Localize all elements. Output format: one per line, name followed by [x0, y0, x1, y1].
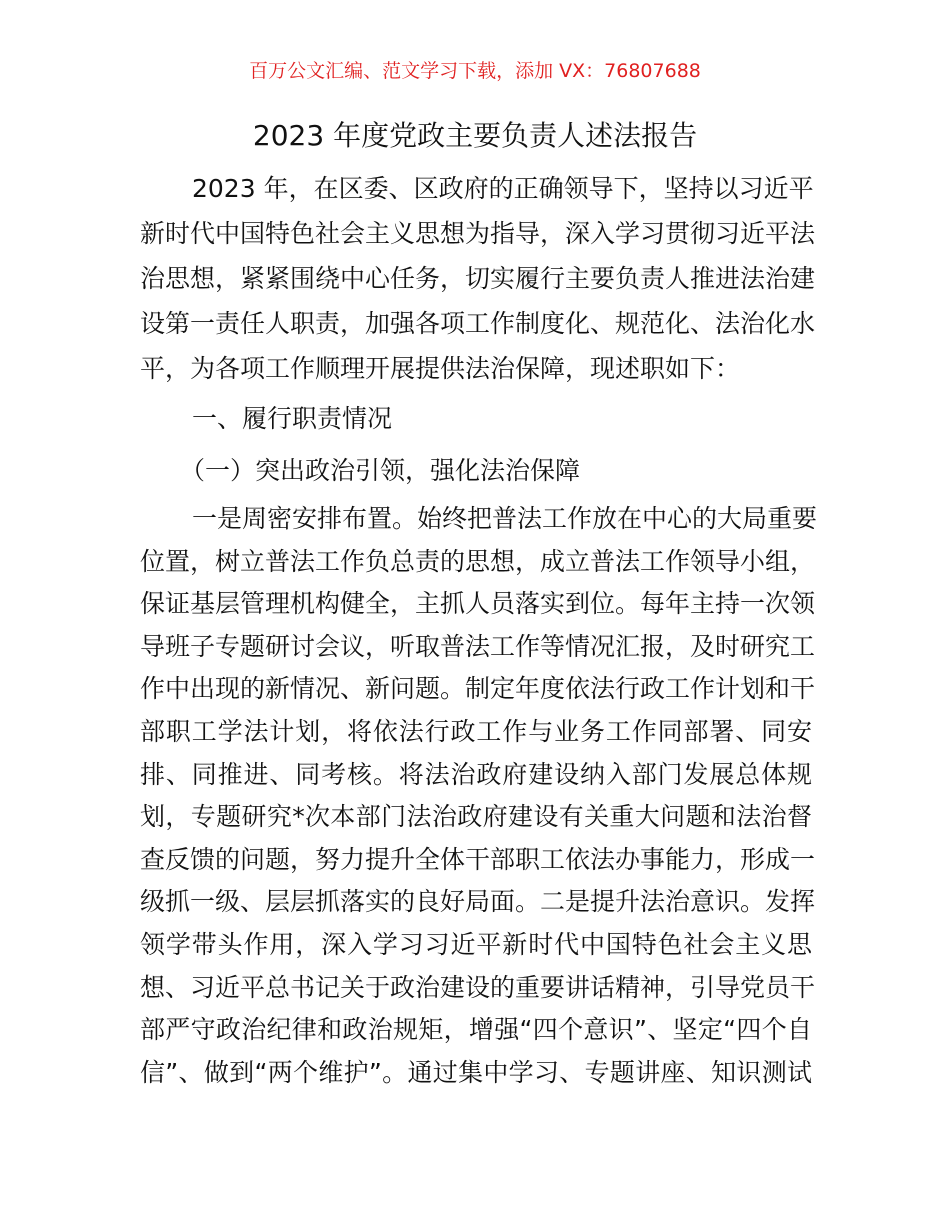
text-line: 位置，树立普法工作负总责的思想，成立普法工作领导小组，	[140, 546, 816, 576]
text-line: 部职工学法计划，将依法行政工作与业务工作同部署、同安	[140, 716, 812, 746]
subsection-heading	[140, 448, 812, 493]
text-line: 治思想，紧紧围绕中心任务，切实履行主要负责人推进法治建	[140, 264, 816, 293]
text-line: 划，专题研究*次本部门法治政府建设有关重大问题和法治督	[140, 802, 812, 832]
paragraph-body	[140, 498, 818, 1094]
text-line: 想、习近平总书记关于政治建设的重要讲话精神，引导党员干	[140, 972, 816, 1002]
text-line: 查反馈的问题，努力提升全体干部职工依法办事能力，形成一	[140, 844, 816, 874]
text-line: 一是周密安排布置。始终把普法工作放在中心的大局重要	[192, 504, 818, 533]
text-line: 平，为各项工作顺理开展提供法治保障，现述职如下：	[140, 354, 741, 383]
text-line: 2023 年，在区委、区政府的正确领导下，坚持以习近平	[192, 174, 814, 203]
text-line: 信”、做到“两个维护”。通过集中学习、专题讲座、知识测试	[140, 1057, 812, 1087]
text-line: 设第一责任人职责，加强各项工作制度化、规范化、法治化水	[140, 309, 816, 338]
text-line: 级抓一级、层层抓落实的良好局面。二是提升法治意识。发挥	[140, 887, 816, 917]
document-title: 2023 年度党政主要负责人述法报告	[252, 119, 698, 152]
text-line: 新时代中国特色社会主义思想为指导，深入学习贯彻习近平法	[140, 219, 816, 248]
text-line: 作中出现的新情况、新问题。制定年度依法行政工作计划和干	[140, 674, 816, 704]
text-line: 部严守政治纪律和政治规矩，增强“四个意识”、坚定“四个自	[140, 1015, 812, 1045]
text-line: 保证基层管理机构健全，主抓人员落实到位。每年主持一次领	[140, 589, 816, 619]
section-heading	[140, 396, 812, 441]
heading-text: （一）突出政治引领，强化法治保障	[180, 456, 581, 485]
watermark-banner: 百万公文汇编、范文学习下载，添加 VX：76807688	[249, 60, 701, 82]
paragraph-intro	[140, 166, 816, 391]
text-line: 排、同推进、同考核。将法治政府建设纳入部门发展总体规	[140, 759, 812, 789]
text-line: 导班子专题研讨会议，听取普法工作等情况汇报，及时研究工	[140, 631, 816, 661]
text-line: 领学带头作用，深入学习习近平新时代中国特色社会主义思	[140, 929, 812, 959]
heading-text: 一、履行职责情况	[192, 404, 393, 433]
